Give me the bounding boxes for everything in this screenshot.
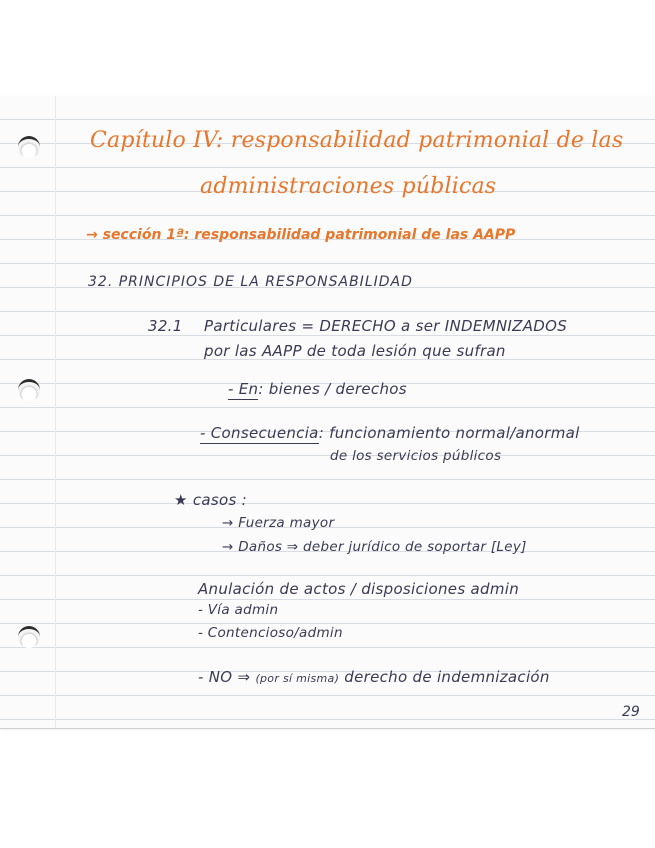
chapter-title-line2: administraciones públicas bbox=[200, 174, 497, 199]
casos-item-1: → Fuerza mayor bbox=[222, 515, 335, 531]
consecuencia-item bbox=[200, 424, 580, 442]
consecuencia-text1: : funcionamiento normal/anormal bbox=[318, 424, 580, 442]
notebook-page bbox=[0, 96, 655, 729]
section-heading: → sección 1ª: responsabilidad patrimonial de las AAPP bbox=[86, 227, 516, 243]
subsection-number: 32.1 bbox=[148, 317, 183, 335]
no-line bbox=[198, 668, 550, 686]
subsection-line2: por las AAPP de toda lesión que sufran bbox=[204, 342, 506, 360]
page-number: 29 bbox=[622, 704, 640, 720]
anulacion-item-2: - Contencioso/admin bbox=[198, 625, 343, 641]
binder-hole-icon bbox=[18, 379, 40, 401]
no-label: - NO ⇒ bbox=[198, 668, 251, 686]
binder-hole-icon bbox=[18, 626, 40, 648]
consecuencia-label: - Consecuencia bbox=[200, 424, 319, 442]
en-text: : bienes / derechos bbox=[258, 380, 407, 398]
en-item bbox=[228, 380, 407, 398]
consecuencia-text2: de los servicios públicos bbox=[330, 448, 502, 464]
no-paren: (por sí misma) bbox=[255, 672, 340, 685]
principles-heading: 32. PRINCIPIOS DE LA RESPONSABILIDAD bbox=[88, 274, 413, 290]
anulacion-item-1: - Vía admin bbox=[198, 602, 279, 618]
subsection-line1: Particulares = DERECHO a ser INDEMNIZADOS bbox=[204, 317, 568, 335]
margin-line bbox=[55, 96, 56, 728]
casos-item-2: → Daños ⇒ deber jurídico de soportar [Ley] bbox=[222, 539, 527, 555]
chapter-title-line1: Capítulo IV: responsabilidad patrimonial de las bbox=[90, 128, 624, 153]
no-rest: derecho de indemnización bbox=[344, 668, 550, 686]
binder-hole-icon bbox=[18, 136, 40, 158]
anulacion-line: Anulación de actos / disposiciones admin bbox=[198, 580, 520, 598]
en-label: - En bbox=[228, 380, 259, 398]
casos-label: ★ casos : bbox=[174, 491, 247, 509]
